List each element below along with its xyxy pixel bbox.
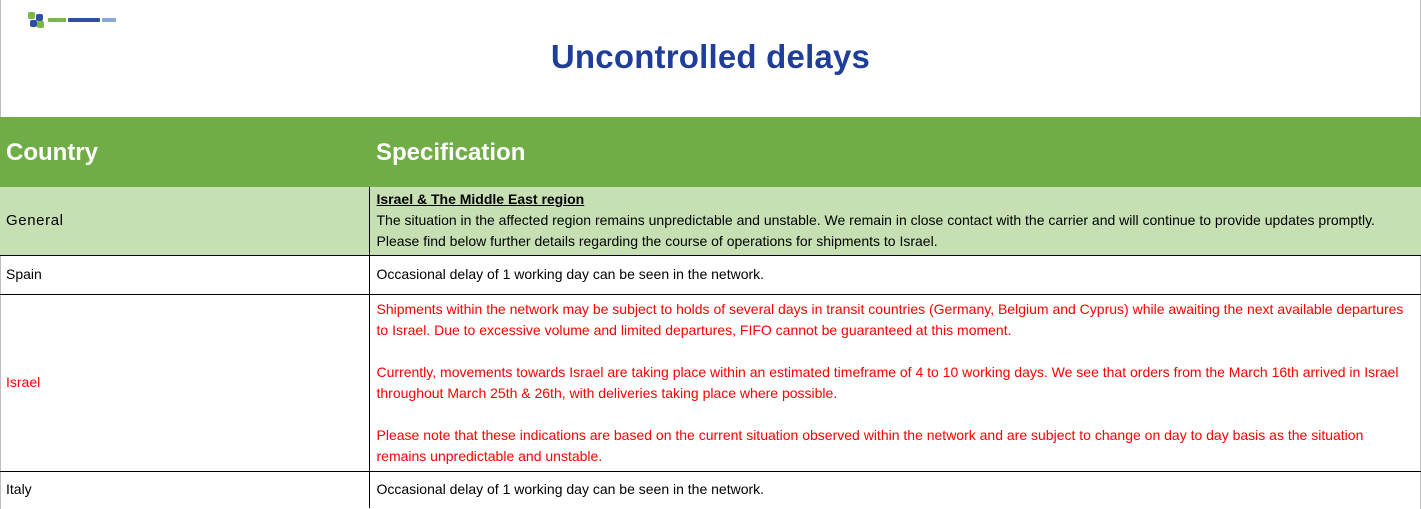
spec-text: The situation in the affected region remains unpredictable and unstable. We remain in close contact with the carrier and will continue to provide updates promptly. Please find below further details regarding the course of operations for shipments to Israel.	[376, 212, 1375, 250]
specification-cell	[369, 187, 1421, 255]
logo-mark-icon	[28, 12, 44, 28]
specification-cell	[369, 294, 1421, 471]
page-title: Uncontrolled delays	[550, 38, 871, 75]
table-row-spain	[0, 255, 1421, 294]
spec-heading: Israel & The Middle East region	[376, 191, 585, 208]
specification-cell: Occasional delay of 1 working day can be seen in the network.	[376, 481, 765, 498]
country-cell: General	[0, 187, 369, 255]
table-row-italy	[0, 471, 1421, 508]
header-country: Country	[6, 139, 98, 166]
table-header	[0, 117, 1421, 189]
table-row-general	[0, 187, 1421, 255]
specification-cell: Occasional delay of 1 working day can be seen in the network.	[369, 255, 1421, 294]
logo-wordmark	[48, 18, 116, 22]
company-logo	[28, 12, 116, 28]
spec-paragraph: Please note that these indications are based on the current situation observed within the network and are subject to change on day to day basis as the situation remains unpredictable and unstable.	[376, 426, 1364, 464]
country-cell: Italy	[0, 471, 369, 508]
header-specification: Specification	[376, 139, 526, 166]
country-cell: Israel	[0, 294, 369, 471]
spec-paragraph: Currently, movements towards Israel are taking place within an estimated timeframe of 4 to 10 working days. We see that orders from the March 16th arrived in Israel throughout March 25th & 26th, with deliveries taking place where possible.	[376, 363, 1399, 401]
delays-table	[0, 187, 1421, 508]
country-cell: Spain	[0, 255, 369, 294]
spec-paragraph: Shipments within the network may be subject to holds of several days in transit countries (Germany, Belgium and Cyprus) while awaiting the next available departures to Israel. Due to excessive volume and limited departures, FIFO cannot be guaranteed at this moment.	[376, 300, 1404, 338]
table-row-israel	[0, 294, 1421, 471]
